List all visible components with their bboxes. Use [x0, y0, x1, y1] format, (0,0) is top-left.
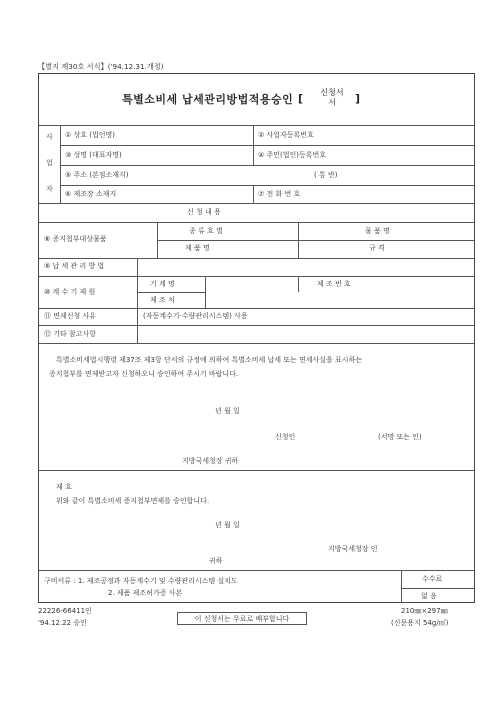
col-line [298, 276, 299, 292]
col-type-code: 종 류 호 별 [189, 227, 223, 235]
col-line [253, 145, 254, 165]
row-line [401, 588, 475, 589]
row-line [38, 308, 475, 309]
attachments-label: 구비서류 : 1. 제조공정과 자동계수기 및 수량관리시스템 설치도 [44, 577, 238, 585]
applicant-label-3: 자 [46, 185, 53, 193]
col-line [298, 222, 299, 258]
fee-value: 없 음 [421, 592, 437, 600]
col-product: 제 품 명 [185, 244, 210, 252]
col-line [137, 258, 138, 343]
title-side-top: 신청서 [320, 88, 344, 97]
exemption-reason-value: (자동계수기·수량관리시스템) 사용 [143, 312, 248, 320]
application-recipient: 지방국세청장 귀하 [182, 457, 239, 465]
fee-label: 수수료 [422, 575, 443, 583]
title-side-bottom: 서 [328, 98, 336, 107]
title-bracket-close: ] [355, 92, 361, 105]
application-text-line1: 특별소비세법시행령 제37조 제3항 단서의 규정에 의하여 특별소비세 납세 또는 면세사실을 표시하는 [56, 356, 363, 364]
approval-text: 위와 같이 특별소비세 증지첩부면제를 승인합니다. [56, 497, 210, 505]
field-phone-number: ⑦ 전 화 번 호 [258, 190, 301, 198]
approval-issuer: 지방국세청장 인 [328, 545, 378, 553]
field-resident-number: ④ 주민(법인)등록번호 [258, 151, 327, 159]
field-other-notes: ⑫ 기타 참고사항 [44, 330, 97, 338]
col-model-name: 기 계 명 [150, 280, 175, 288]
footer-approved: '94.12.22 승인 [38, 619, 87, 627]
footer-paper: (신문용지 54g/㎡) [391, 619, 449, 627]
attachments-item2: 2. 제품 제조허가증 사본 [108, 589, 183, 597]
row-line [60, 145, 475, 146]
field-counter-spec: ⑩ 계 수 기 제 원 [44, 288, 96, 296]
field-address-paren: ( 통 반) [314, 171, 338, 179]
field-representative-name: ③ 성명 (대표자명) [65, 151, 122, 159]
row-line [38, 203, 475, 204]
col-line [253, 185, 254, 203]
applicant-label-1: 사 [46, 133, 53, 141]
row-line [157, 240, 475, 241]
row-line [60, 185, 475, 186]
field-tax-method: ⑨ 납 세 관 리 방 법 [44, 262, 105, 270]
col-line [253, 125, 254, 145]
col-product-name: 물 품 명 [365, 227, 390, 235]
free-distribution-notice: 이 신청서는 무료로 배부합니다 [177, 612, 307, 625]
row-line [38, 258, 475, 259]
approval-number: 제 호 [56, 483, 72, 491]
row-line [38, 276, 475, 277]
col-manufacturer: 제 조 처 [150, 296, 175, 304]
col-line [60, 125, 61, 203]
row-line [38, 125, 475, 126]
col-line [157, 222, 158, 258]
application-text-line2: 증지첩부를 면제받고자 신청하오니 승인하여 주시기 바랍니다. [49, 370, 239, 378]
applicant-label-2: 업 [46, 159, 53, 167]
title-bracket-open: [ [298, 92, 304, 105]
col-serial-number: 제 조 번 호 [317, 280, 351, 288]
footer-code: 22226-66411인 [38, 607, 92, 615]
form-header: 【별지 제30호 서식】('94.12.31.개정) [38, 62, 164, 71]
row-line [60, 165, 475, 166]
field-business-number: ② 사업자등록번호 [258, 131, 314, 139]
request-section-title: 신 청 내 용 [187, 208, 221, 216]
field-business-name: ① 상호 (법인명) [65, 131, 115, 139]
field-factory-location: ⑥ 제조장 소재지 [65, 190, 117, 198]
col-spec: 규 격 [369, 244, 385, 252]
field-target-products: ⑧ 증지첩부대상물품 [44, 235, 107, 243]
row-line [38, 470, 475, 471]
field-address: ⑤ 주소 (본점소재지) [65, 171, 129, 179]
field-exemption-reason: ⑪ 면제신청 사유 [44, 312, 97, 320]
col-line [205, 276, 206, 308]
row-line [38, 570, 475, 571]
application-date: 년 월 일 [215, 407, 240, 415]
signature-note: (서명 또는 인) [378, 433, 422, 441]
approval-recipient: 귀하 [209, 557, 223, 565]
footer-size: 210㎜×297㎜ [401, 607, 448, 615]
row-line [38, 343, 475, 344]
row-line [38, 222, 475, 223]
row-line [38, 325, 475, 326]
approval-date: 년 월 일 [215, 521, 240, 529]
form-title: 특별소비세 납세관리방법적용승인 [122, 93, 294, 106]
col-line [401, 570, 402, 603]
applicant-label: 신청인 [275, 433, 296, 441]
row-line [137, 292, 205, 293]
